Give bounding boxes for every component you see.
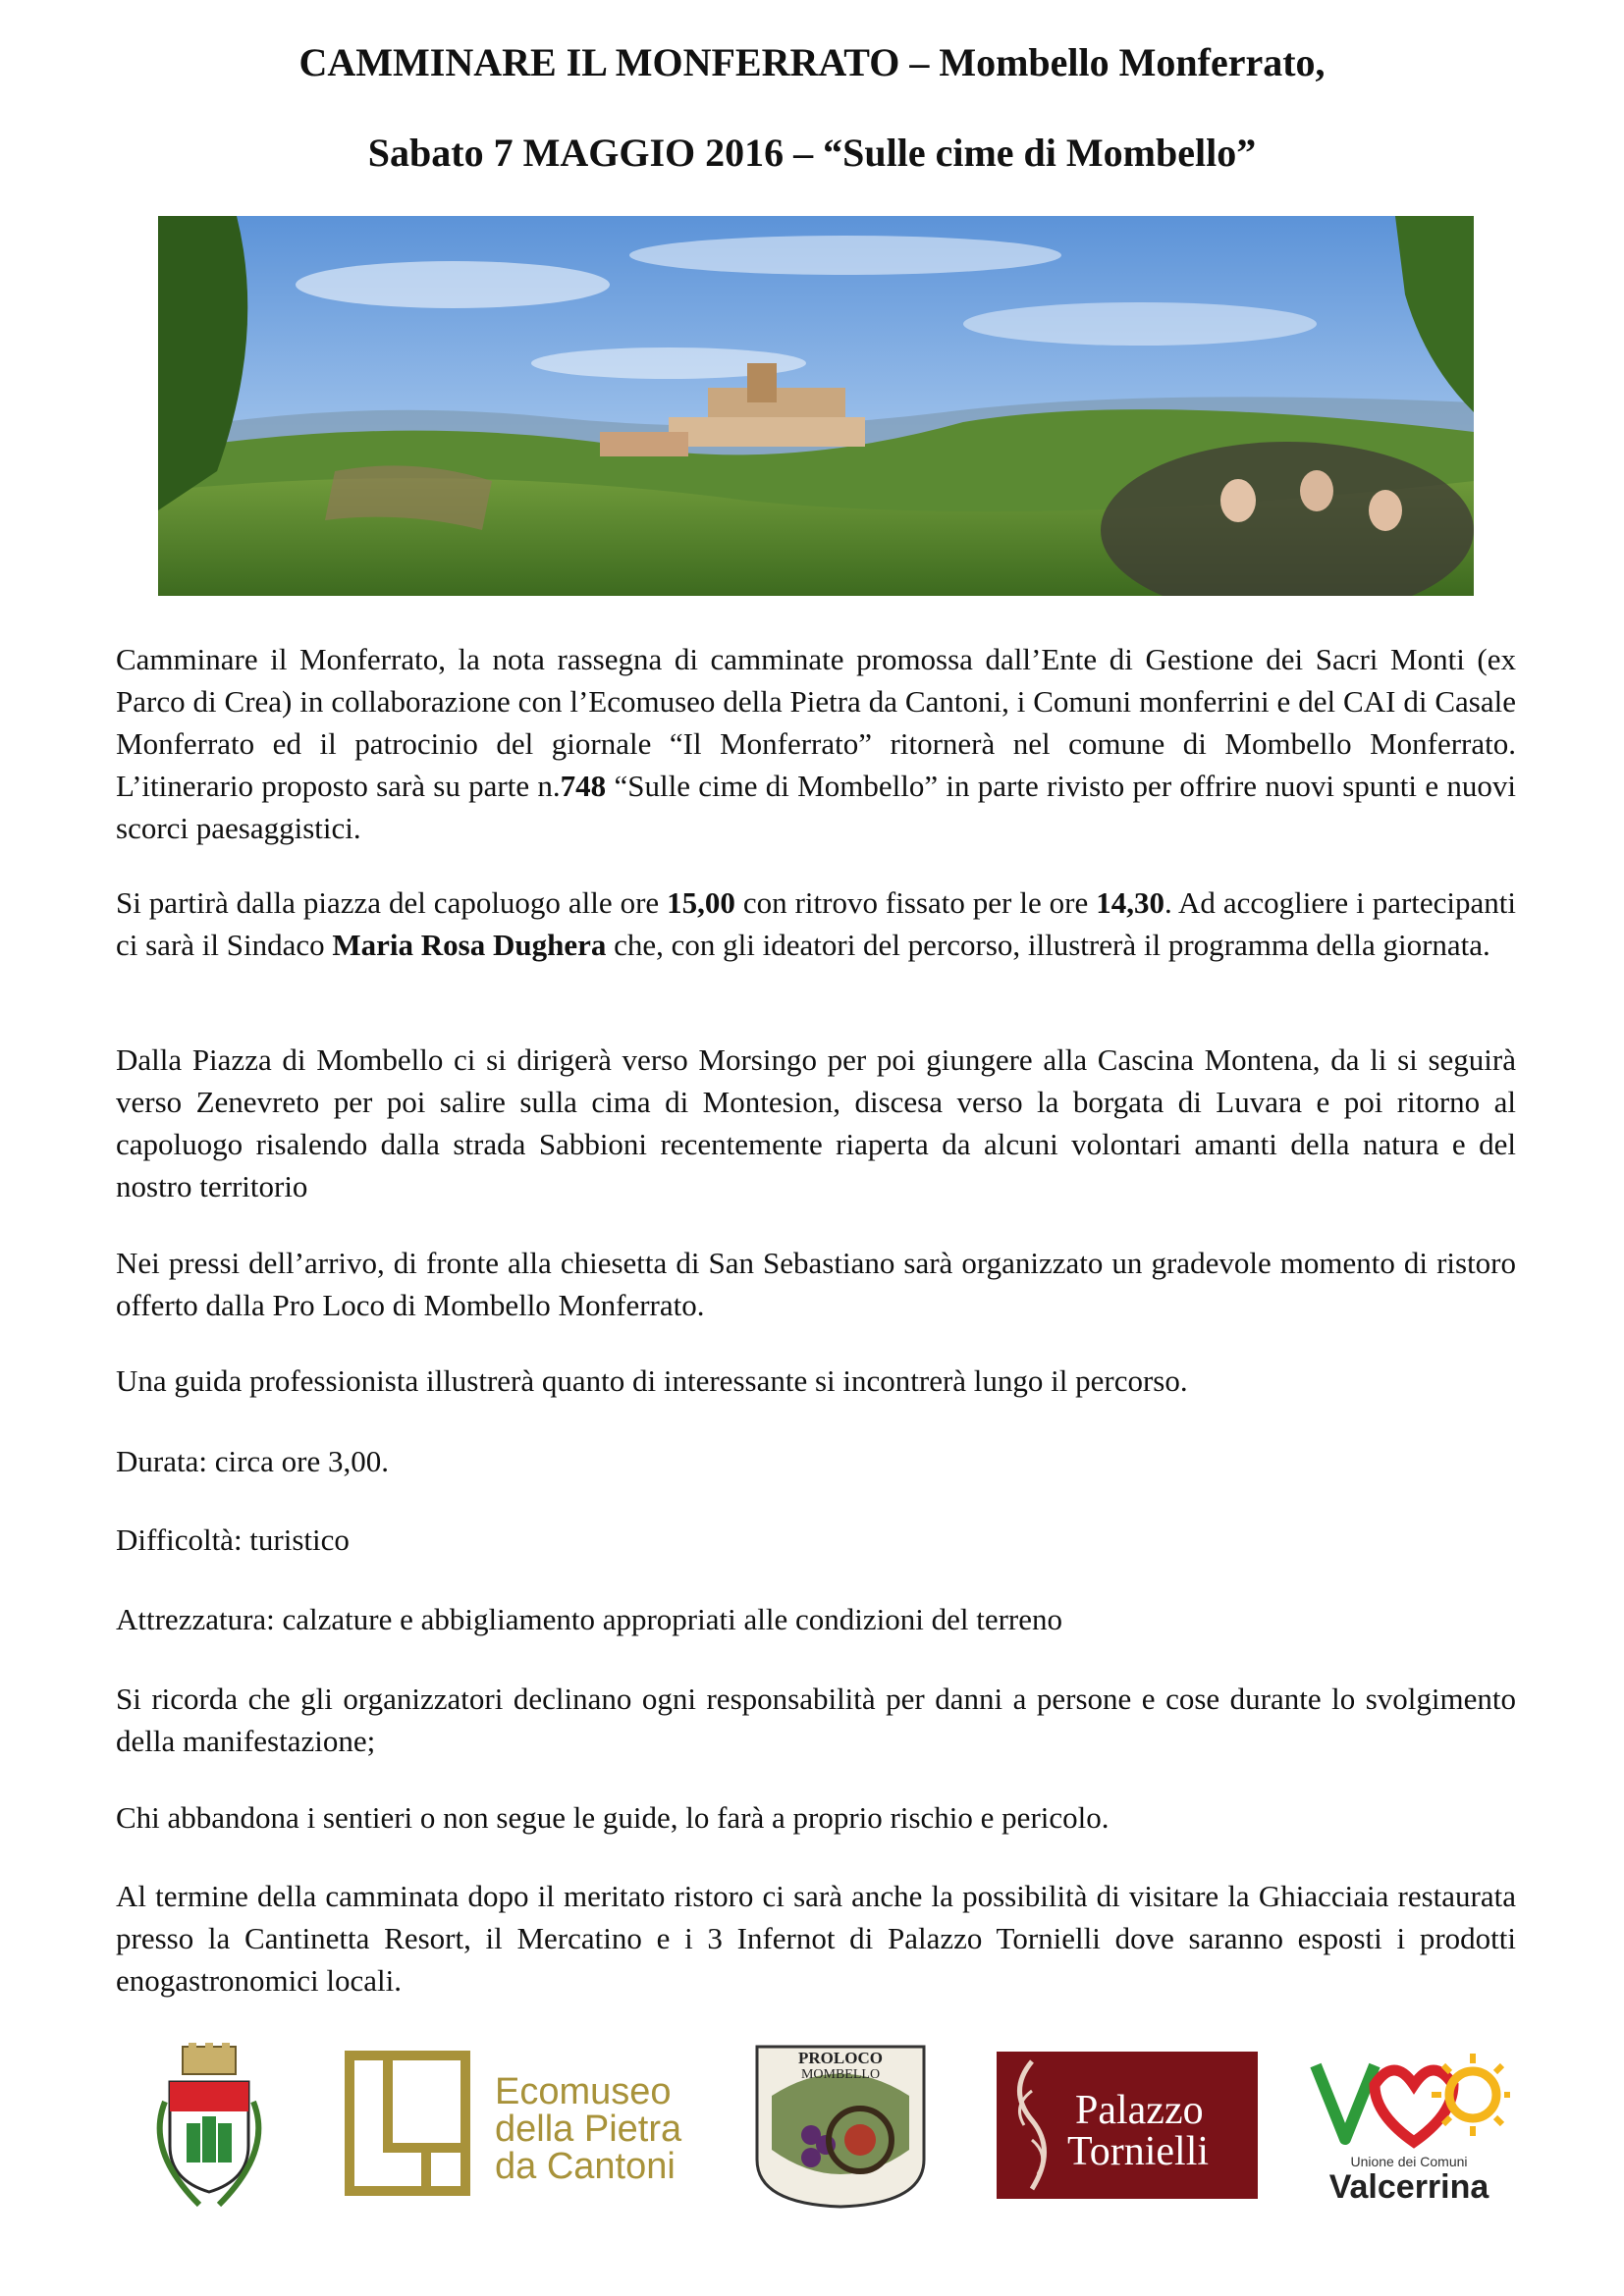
route-number: 748 [560,769,607,803]
paragraph-intro-text: Camminare il Monferrato, la nota rassegna di camminate promossa dall’Ente di Gestione dei Sacri Monti (ex Parco di Crea) in collaborazione con l’Ecomuseo della Pietra da Cantoni, i Comuni monferrini e del CAI di Casale Monferrato ed il patrocinio del giornale “Il Monferrato” ritornerà nel comune di Mombello Monferrato. L’itinerario proposto sarà su parte n. [116,642,1516,803]
text-fragment: con ritrovo fissato per le ore [734,885,1097,920]
ecomuseo-logo [344,2050,717,2202]
text-fragment: . Ad accogliere i partecipanti ci sarà il Sindaco [116,885,1517,962]
text-fragment: che, con gli ideatori del percorso, illustrerà il programma della giornata. [606,928,1490,962]
meeting-time: 14,30 [1096,885,1164,920]
paragraph-guide: Una guida professionista illustrerà quanto di interessante si incontrerà lungo il percorso. [116,1363,1188,1398]
paragraph-risk: Chi abbandona i sentieri o non segue le guide, lo farà a proprio rischio e pericolo. [116,1800,1110,1835]
page-title: CAMMINARE IL MONFERRATO – Mombello Monferrato, [298,40,1326,84]
ornament-icon [1002,2052,1061,2199]
paragraph-duration: Durata: circa ore 3,00. [116,1444,390,1478]
paragraph-difficulty: Difficoltà: turistico [116,1522,350,1557]
paragraph-start [116,881,1516,966]
proloco-mombello-logo [752,2042,929,2211]
paragraph-intro [116,638,1516,849]
paragraph-equipment: Attrezzatura: calzature e abbigliamento appropriati alle condizioni del terreno [116,1602,1062,1636]
start-time: 15,00 [667,885,735,920]
ecomuseo-mark-icon [344,2050,471,2197]
palazzo-tornielli-logo [997,2052,1258,2199]
proloco-line2: MOMBELLO [800,2067,881,2082]
mombello-coat-of-arms-logo [145,2043,273,2210]
ecomuseo-line3: da Cantoni [495,2146,676,2187]
paragraph-refreshment: Nei pressi dell’arrivo, di fronte alla chiesetta di San Sebastiano sarà organizzato un gradevole momento di ristoro offerto dalla Pro Loco di Mombello Monferrato. [116,1246,1516,1322]
valcerrina-mark-icon [1306,2046,1512,2154]
paragraph-route: Dalla Piazza di Mombello ci si dirigerà verso Morsingo per poi giungere alla Cascina Montena, da li si seguirà verso Zenevreto per poi salire sulla cima di Montesion, discesa verso la borgata di Luvara e poi ritorno al capoluogo risalendo dalla strada Sabbioni recentemente riaperta da alcuni volontari amanti della natura e del nostro territorio [116,1042,1516,1203]
paragraph-disclaimer: Si ricorda che gli organizzatori declinano ogni responsabilità per danni a persone e cose durante lo svolgimento della manifestazione; [116,1682,1516,1758]
palazzo-line1: Palazzo [1075,2088,1204,2133]
valcerrina-line2: Valcerrina [1328,2168,1489,2206]
proloco-line1: PROLOCO [798,2049,883,2067]
ecomuseo-line2: della Pietra [495,2109,682,2150]
sponsor-logos [0,2038,1624,2215]
text-fragment: Si partirà dalla piazza del capoluogo alle ore [116,885,668,920]
mayor-name: Maria Rosa Dughera [332,928,607,962]
landscape-photo [158,216,1474,596]
ecomuseo-line1: Ecomuseo [495,2071,672,2112]
valcerrina-line1: Unione dei Comuni [1350,2154,1468,2169]
valcerrina-logo [1306,2046,1512,2208]
page-subtitle: Sabato 7 MAGGIO 2016 – “Sulle cime di Mombello” [367,131,1257,175]
palazzo-line2: Tornielli [1067,2129,1210,2174]
paragraph-intro-text-end: “Sulle cime di Mombello” in parte rivisto per offrire nuovi spunti e nuovi scorci paesaggistici. [116,769,1516,845]
paragraph-closing: Al termine della camminata dopo il meritato ristoro ci sarà anche la possibilità di visitare la Ghiacciaia restaurata presso la Cantinetta Resort, il Mercatino e i 3 Infernot di Palazzo Tornielli dove saranno esposti i prodotti enogastronomici locali. [116,1879,1516,1998]
